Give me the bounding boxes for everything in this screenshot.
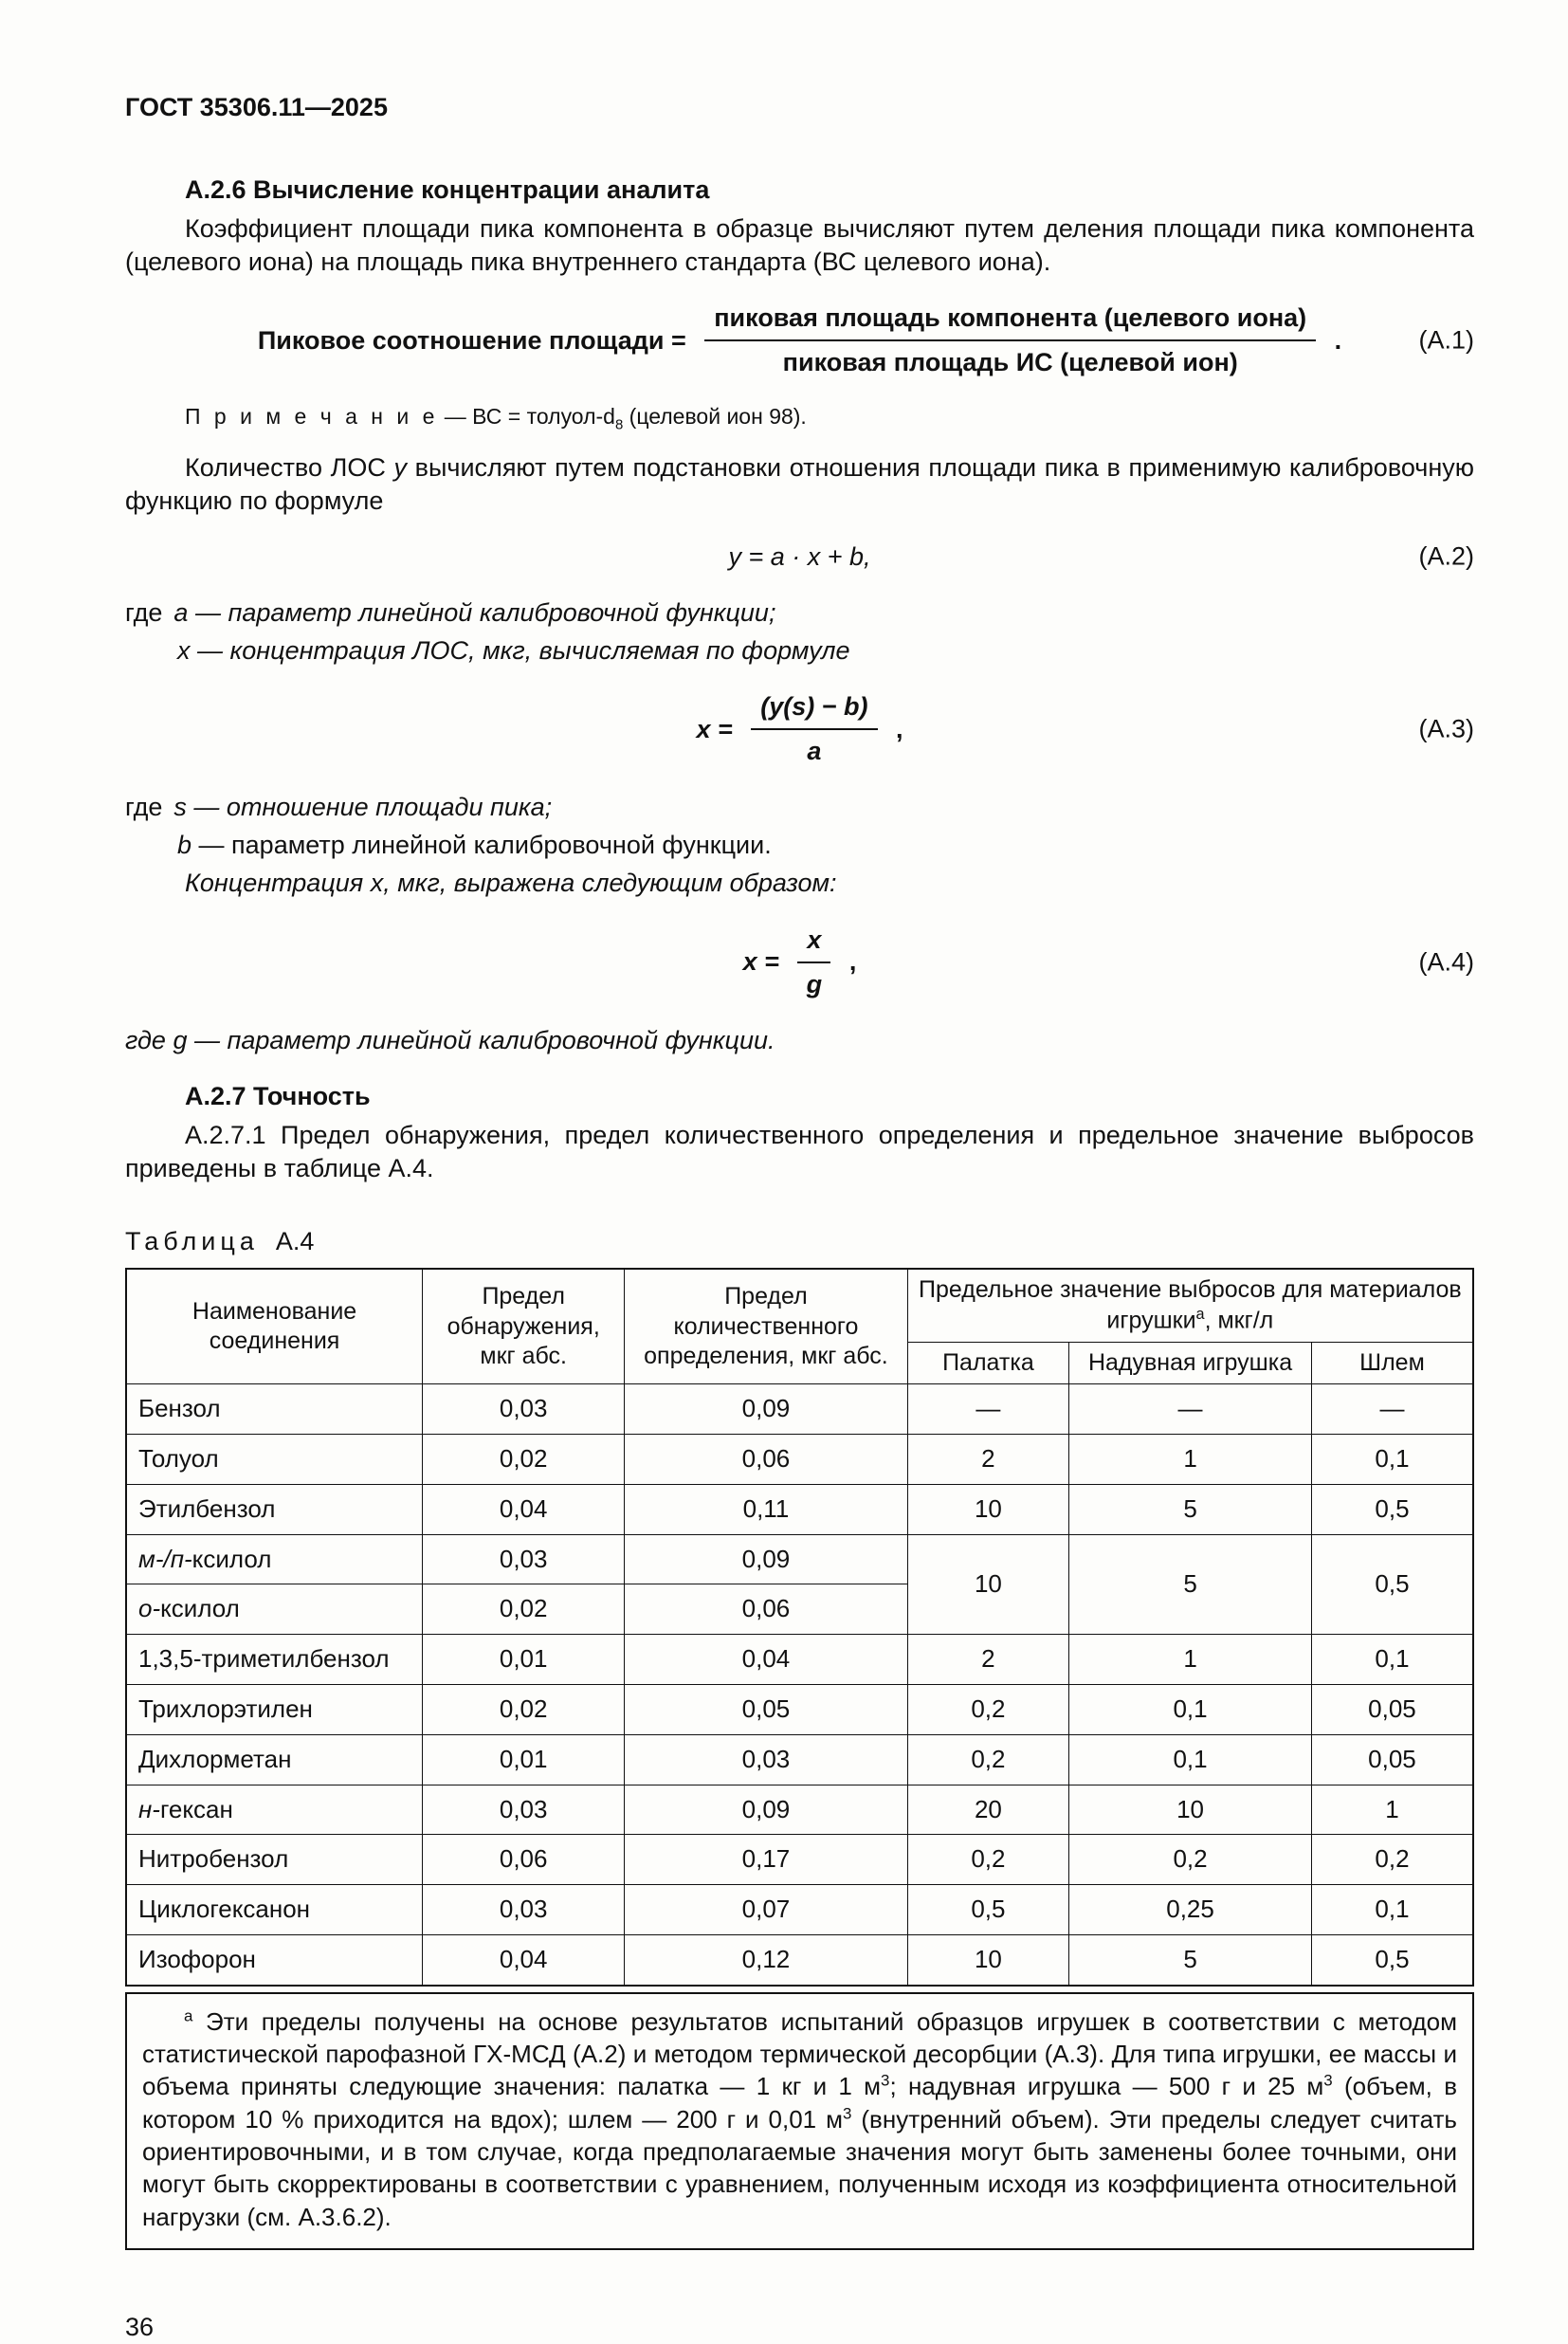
cell: 0,03 xyxy=(625,1734,907,1785)
note-text-tail: (целевой ион 98). xyxy=(623,403,807,429)
formula-a1-period: . xyxy=(1327,325,1342,355)
cell: — xyxy=(1069,1384,1312,1435)
cell: 0,02 xyxy=(423,1435,625,1485)
table-row xyxy=(126,1484,1473,1534)
definition-s xyxy=(125,791,1474,824)
cell: 0,5 xyxy=(907,1885,1069,1935)
definition-s-text: — отношение площади пика; xyxy=(193,793,553,822)
formula-a4-comma: , xyxy=(842,947,857,977)
formula-a3-comma: , xyxy=(888,714,903,743)
compound-name-cell: Трихлорэтилен xyxy=(126,1685,423,1735)
cell-merged: 10 xyxy=(907,1534,1069,1635)
variable-a: a xyxy=(173,597,189,627)
note-line xyxy=(125,403,1474,434)
cell: 0,2 xyxy=(907,1835,1069,1885)
cell: 0,06 xyxy=(625,1435,907,1485)
cell: 0,01 xyxy=(423,1635,625,1685)
cell: 1 xyxy=(1069,1635,1312,1685)
superscript-3: 3 xyxy=(1323,2071,1333,2090)
cell: 0,04 xyxy=(625,1635,907,1685)
fraction-denominator: пиковая площадь ИС (целевой ион) xyxy=(782,348,1238,377)
table-row xyxy=(126,1534,1473,1584)
definition-a xyxy=(125,596,1474,630)
table-row xyxy=(126,1935,1473,1986)
cell: 10 xyxy=(907,1935,1069,1986)
fraction-numerator: пиковая площадь компонента (целевого иона) xyxy=(704,302,1316,341)
variable-y: y xyxy=(393,452,408,482)
compound-name-cell: Дихлорметан xyxy=(126,1734,423,1785)
formula-a4-number: (А.4) xyxy=(1418,947,1474,977)
cell: 0,5 xyxy=(1311,1935,1473,1986)
cell: 0,2 xyxy=(907,1685,1069,1735)
paragraph-concentration: Концентрация x, мкг, выражена следующим образом: xyxy=(185,869,837,898)
compound-name-cell: Бензол xyxy=(126,1384,423,1435)
cell: 0,05 xyxy=(1311,1685,1473,1735)
cell: 0,02 xyxy=(423,1584,625,1635)
table-header-row-1 xyxy=(126,1269,1473,1342)
footnote-marker: а xyxy=(184,2006,193,2025)
fraction-numerator: (y(s) − b) xyxy=(751,690,877,730)
cell: 0,5 xyxy=(1311,1484,1473,1534)
variable-x: x xyxy=(370,869,384,898)
cell: 0,03 xyxy=(423,1785,625,1835)
note-subscript: 8 xyxy=(614,416,624,433)
formula-a2-number: (А.2) xyxy=(1418,541,1474,571)
superscript-3: 3 xyxy=(881,2071,890,2090)
formula-a1-lhs: Пиковое соотношение площади = xyxy=(257,325,694,355)
table-caption xyxy=(125,1225,1474,1258)
cell: 0,09 xyxy=(625,1534,907,1584)
cell: 0,01 xyxy=(423,1734,625,1785)
footnote-marker: а xyxy=(1195,1306,1205,1324)
cell: — xyxy=(1311,1384,1473,1435)
cell: 0,2 xyxy=(1069,1835,1312,1885)
formula-a1-number: (А.1) xyxy=(1418,325,1474,355)
note-text: — ВС = толуол-d xyxy=(438,403,615,429)
compound-name-cell: н-гексан xyxy=(126,1785,423,1835)
cell: 0,2 xyxy=(1311,1835,1473,1885)
header-helmet: Шлем xyxy=(1311,1343,1473,1384)
table-row xyxy=(126,1435,1473,1485)
cell: 5 xyxy=(1069,1935,1312,1986)
cell: 0,05 xyxy=(625,1685,907,1735)
table-row xyxy=(126,1384,1473,1435)
fraction-denominator: g xyxy=(806,969,823,998)
table-footnote xyxy=(125,1992,1474,2250)
where-word: где xyxy=(125,597,163,627)
formula-a3-number: (А.3) xyxy=(1418,714,1474,743)
formula-a1 xyxy=(125,302,1474,379)
paragraph-a271: А.2.7.1 Предел обнаружения, предел количественного определения и предельное значение выбросов приведены в таблице А.4. xyxy=(125,1120,1474,1182)
cell: 2 xyxy=(907,1435,1069,1485)
paragraph-a26: Коэффициент площади пика компонента в образце вычисляют путем деления площади пика компонента (целевого иона) на площадь пика внутреннего стандарта (ВС целевого иона). xyxy=(125,214,1474,277)
cell: 0,09 xyxy=(625,1785,907,1835)
page-number: 36 xyxy=(125,2313,155,2342)
cell: 0,06 xyxy=(625,1584,907,1635)
compound-name-cell: м-/п-ксилол xyxy=(126,1534,423,1584)
cell: 0,05 xyxy=(1311,1734,1473,1785)
table-row xyxy=(126,1635,1473,1685)
fraction-denominator: a xyxy=(807,737,822,766)
cell: — xyxy=(907,1384,1069,1435)
compound-name-cell: Циклогексанон xyxy=(126,1885,423,1935)
variable-x: x xyxy=(177,635,191,665)
table-caption-number: А.4 xyxy=(275,1227,315,1256)
cell: 0,12 xyxy=(625,1935,907,1986)
cell: 0,25 xyxy=(1069,1885,1312,1935)
cell: 0,02 xyxy=(423,1685,625,1735)
cell-merged: 5 xyxy=(1069,1534,1312,1635)
superscript-3: 3 xyxy=(843,2104,852,2123)
formula-a4-lhs: x = xyxy=(742,947,787,977)
variable-b: b xyxy=(177,831,192,860)
cell: 0,11 xyxy=(625,1484,907,1534)
cell: 0,04 xyxy=(423,1484,625,1534)
paragraph-loc: Количество ЛОС y вычисляют путем подстановки отношения площади пика в применимую калибровочную функцию по формуле xyxy=(125,452,1475,515)
compound-name-cell: Нитробензол xyxy=(126,1835,423,1885)
section-a27-title: А.2.7 Точность xyxy=(185,1081,371,1110)
cell: 0,17 xyxy=(625,1835,907,1885)
compound-name-cell: о-ксилол xyxy=(126,1584,423,1635)
header-quantification-limit: Предел количественного определения, мкг абс. xyxy=(625,1269,907,1384)
cell: 0,03 xyxy=(423,1384,625,1435)
section-a26-title: А.2.6 Вычисление концентрации аналита xyxy=(185,175,710,205)
formula-a3 xyxy=(125,690,1474,768)
cell: 0,2 xyxy=(907,1734,1069,1785)
document-header: ГОСТ 35306.11—2025 xyxy=(125,93,388,121)
header-compound: Наименование соединения xyxy=(126,1269,423,1384)
table-row xyxy=(126,1885,1473,1935)
variable-s: s xyxy=(173,793,187,822)
table-footnote-text: $^а$ Эти пределы получены на основе результатов испытаний образцов игрушек в соответствии с методом статистической парофазной ГХ-МСД (А.2) и методом термической десорбции (А.3). Для типа игрушки, ее массы и объема приняты следующие значения: палатка — 1 кг и 1 $м^3$; надувная игрушка — 500 г и 25 $м^3$ (объем, в котором 10 % приходится на вдох); шлем — 200 г и 0,01 $м^3$ (внутренний объем). Эти пределы следует считать ориентировочными, и в том случае, когда предполагаемые значения могут быть заменены более точными, они могут быть скорректированы в соответствии с уравнением, полученным исходя из коэффициента относительной нагрузки (см. А.3.6.2). xyxy=(142,2006,1458,2231)
formula-a1-fraction xyxy=(704,302,1316,379)
cell: 0,1 xyxy=(1311,1435,1473,1485)
definition-a-text: — параметр линейной калибровочной функции; xyxy=(194,597,776,627)
compound-name-cell: Изофорон xyxy=(126,1935,423,1986)
variable-g: g xyxy=(173,1025,188,1054)
header-inflatable-toy: Надувная игрушка xyxy=(1069,1343,1312,1384)
table-row xyxy=(126,1785,1473,1835)
cell: 10 xyxy=(1069,1785,1312,1835)
cell: 0,06 xyxy=(423,1835,625,1885)
cell: 0,1 xyxy=(1311,1635,1473,1685)
header-detection-limit: Предел обнаружения, мкг абс. xyxy=(423,1269,625,1384)
formula-a3-fraction xyxy=(751,690,877,768)
cell: 0,04 xyxy=(423,1935,625,1986)
compound-name-cell: 1,3,5-триметилбензол xyxy=(126,1635,423,1685)
formula-a3-lhs: x = xyxy=(696,714,740,743)
cell: 0,09 xyxy=(625,1384,907,1435)
definition-b xyxy=(125,829,1474,862)
definition-b-text: — параметр линейной калибровочной функции. xyxy=(198,831,772,860)
cell: 2 xyxy=(907,1635,1069,1685)
table-row xyxy=(126,1685,1473,1735)
formula-a4-fraction xyxy=(797,924,830,1001)
where-word: где xyxy=(125,793,163,822)
header-emission-limits-group: Предельное значение выбросов для материалов игрушки$^а$, мкг/л xyxy=(907,1269,1473,1342)
definition-x-text: — концентрация ЛОС, мкг, вычисляемая по формуле xyxy=(197,635,850,665)
table-caption-word: Таблица xyxy=(125,1227,259,1256)
formula-a4 xyxy=(125,924,1474,1001)
table-row xyxy=(126,1835,1473,1885)
cell: 0,1 xyxy=(1069,1734,1312,1785)
cell: 1 xyxy=(1311,1785,1473,1835)
cell: 0,07 xyxy=(625,1885,907,1935)
compound-name-cell: Толуол xyxy=(126,1435,423,1485)
table-row xyxy=(126,1734,1473,1785)
cell: 0,03 xyxy=(423,1534,625,1584)
cell: 0,03 xyxy=(423,1885,625,1935)
formula-a2-expression: y = a · x + b, xyxy=(728,541,871,571)
cell-merged: 0,5 xyxy=(1311,1534,1473,1635)
fraction-numerator: x xyxy=(797,924,830,963)
definition-g: где g — параметр линейной калибровочной функции. xyxy=(125,1025,775,1054)
cell: 0,1 xyxy=(1311,1885,1473,1935)
formula-a2 xyxy=(125,540,1474,574)
header-tent: Палатка xyxy=(907,1343,1069,1384)
cell: 5 xyxy=(1069,1484,1312,1534)
cell: 1 xyxy=(1069,1435,1312,1485)
cell: 10 xyxy=(907,1484,1069,1534)
definition-x xyxy=(125,634,1474,668)
compound-name-cell: Этилбензол xyxy=(126,1484,423,1534)
limits-table xyxy=(125,1268,1474,1987)
note-word: П р и м е ч а н и е xyxy=(185,403,439,429)
cell: 20 xyxy=(907,1785,1069,1835)
cell: 0,1 xyxy=(1069,1685,1312,1735)
